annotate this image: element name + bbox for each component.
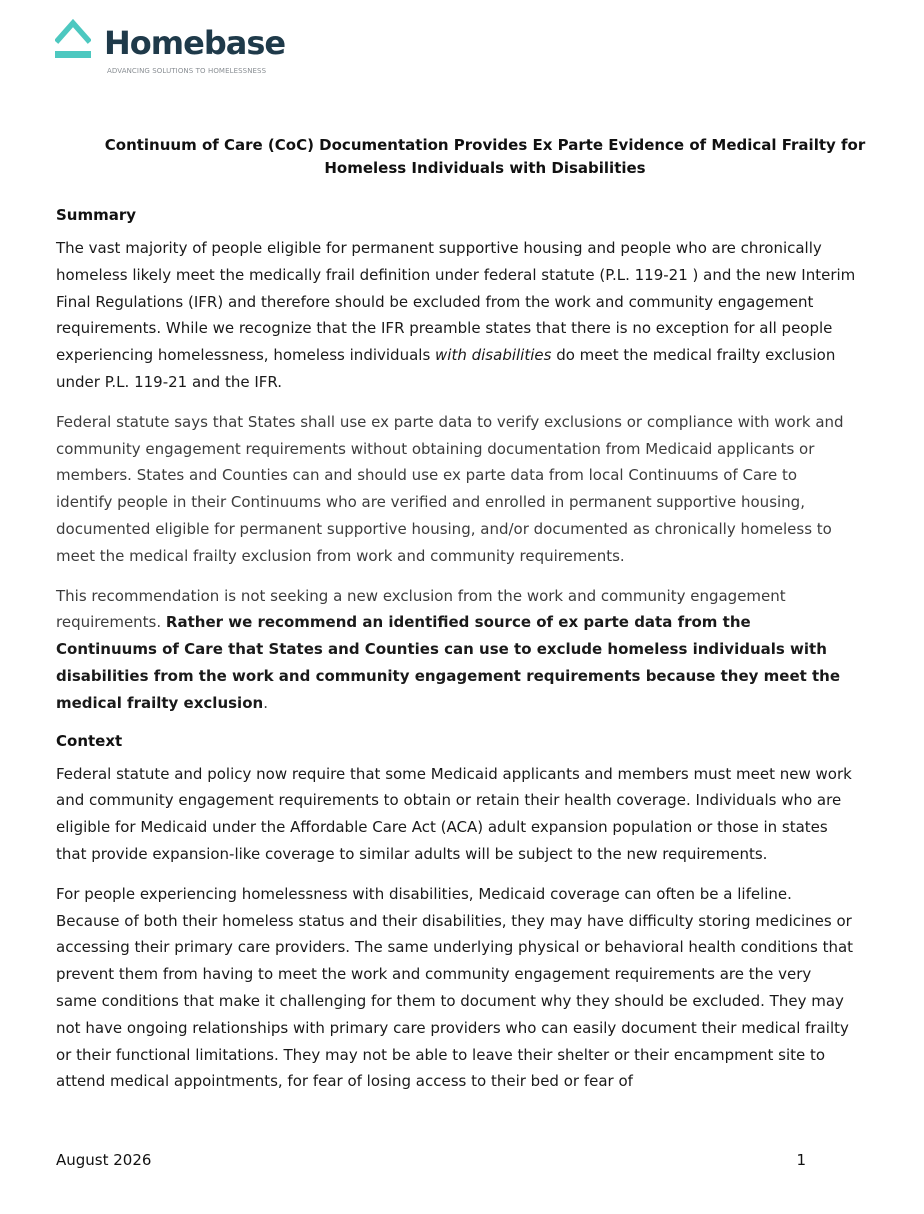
house-icon — [55, 18, 91, 58]
context-heading: Context — [56, 731, 123, 750]
document-title — [100, 134, 870, 180]
title-line-2: Homeless Individuals with Disabilities — [324, 159, 646, 177]
summary-paragraph-2: Federal statute says that States shall use ex parte data to verify exclusions or compliance with work and community engagement requirements without obtaining documentation from Medicaid applicants or members. States and Counties can and should use ex parte data from local Continuums of Care to identify people in their Continuums who are verified and enrolled in permanent supportive housing, documented eligible for permanent supportive housing, and/or documented as chronically homeless to meet the medical frailty exclusion from work and community requirements. — [56, 412, 844, 565]
logo-wordmark: Homebase — [104, 24, 286, 62]
page-number: 1 — [796, 1151, 806, 1169]
title-line-1: Continuum of Care (CoC) Documentation Provides Ex Parte Evidence of Medical Frailty for — [104, 136, 866, 154]
logo-tagline: ADVANCING SOLUTIONS TO HOMELESSNESS — [107, 67, 267, 75]
summary-paragraph-1 — [56, 235, 856, 396]
summary-p3-bold: Rather we recommend an identified source of ex parte data from the Continuums of Care that States and Counties can use to exclude homeless individuals with disabilities from the work and community engagement requirements because they meet the medical frailty exclusion — [56, 613, 841, 712]
footer-date: August 2026 — [56, 1151, 152, 1169]
summary-heading: Summary — [56, 206, 137, 224]
document-body — [56, 204, 856, 1108]
context-paragraph-2: For people experiencing homelessness with disabilities, Medicaid coverage can often be a lifeline. Because of both their homeless status and their disabilities, they may have difficulty storing medicines or accessing their primary care providers. The same underlying physical or behavioral health conditions that prevent them from having to meet the work and community engagement requirements are the very same conditions that make it challenging for them to document why they should be excluded. They may not have ongoing relationships with primary care providers who can easily document their medical frailty or their functional limitations. They may not be able to leave their shelter or their encampment site to attend medical appointments, for fear of losing access to their bed or fear of — [56, 884, 854, 1091]
summary-p1-text-end: do meet the medical frailty exclusion under P.L. 119-21 and the IFR. — [56, 346, 836, 391]
summary-p1-emphasis: with disabilities — [435, 346, 552, 365]
context-paragraph-1: Federal statute and policy now require that some Medicaid applicants and members must meet new work and community engagement requirements to obtain or retain their health coverage. Individuals who are eligible for Medicaid under the Affordable Care Act (ACA) adult expansion population or those in states that provide expansion-like coverage to similar adults will be subject to the new requirements. — [56, 764, 852, 863]
summary-p1-text: The vast majority of people eligible for permanent supportive housing and people who are chronically homeless likely meet the medically frail definition under federal statute (P.L. 119-21 ) and the new Interim Final Regulations (IFR) and therefore should be excluded from the work and community engagement requirements. While we recognize that the IFR preamble states that there is no exception for all people experiencing homelessness, homeless individuals — [56, 239, 856, 365]
summary-p3-text: This recommendation is not seeking a new exclusion from the work and community engagement requirements. — [56, 586, 786, 632]
summary-paragraph-3 — [56, 583, 856, 717]
summary-p3-end: . — [263, 693, 268, 712]
